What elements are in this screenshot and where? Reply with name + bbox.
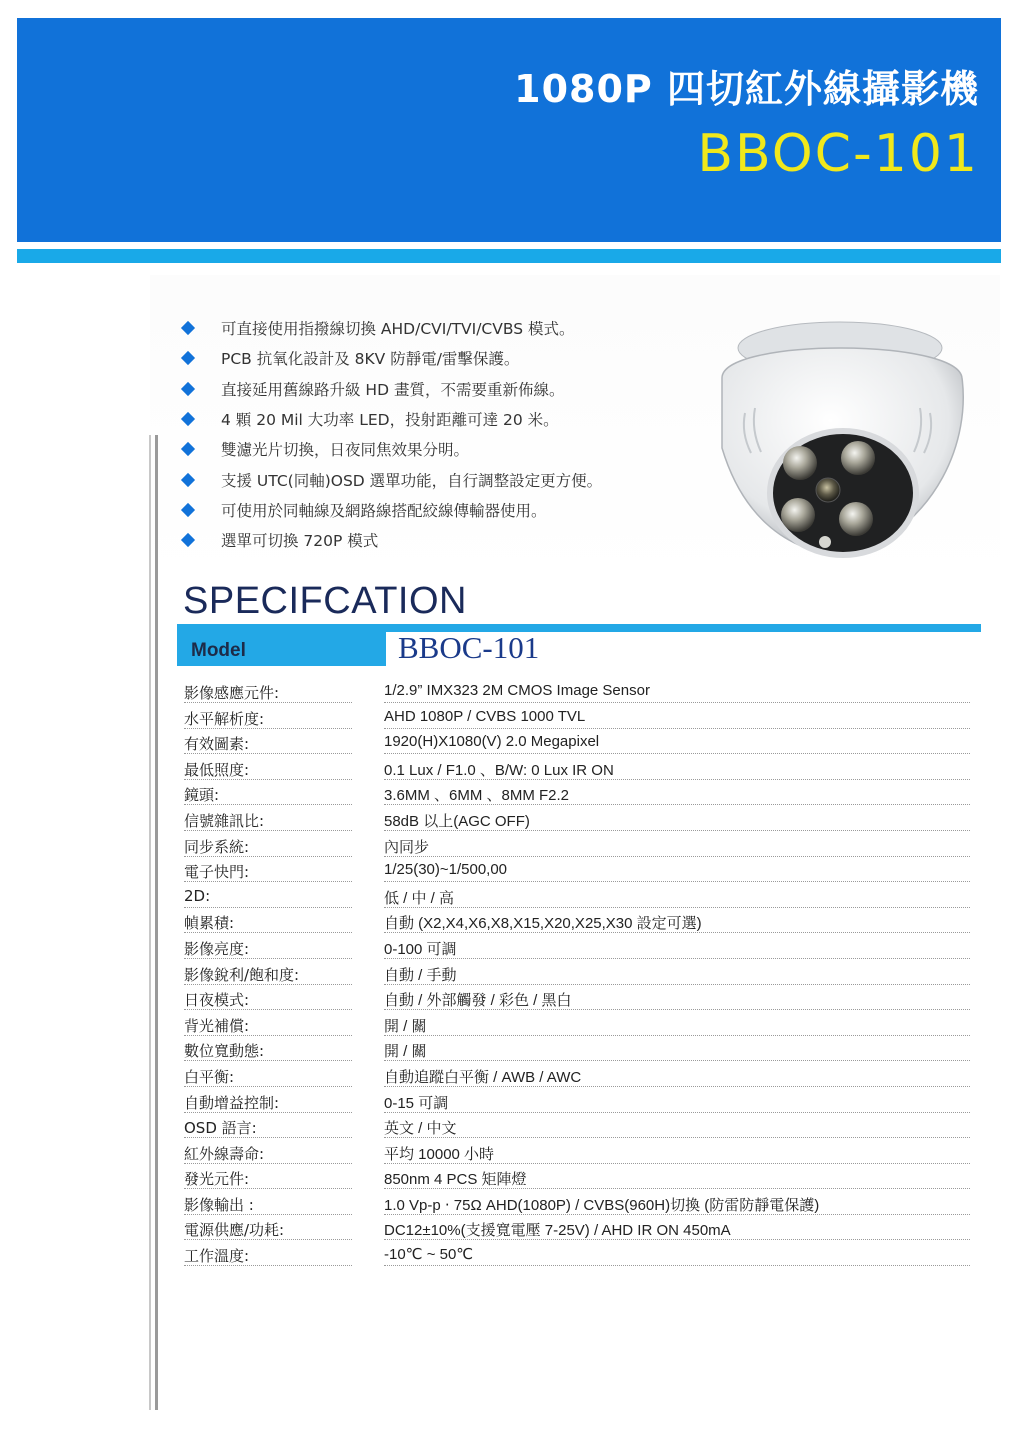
spec-row [184,1089,970,1115]
feature-item [180,525,700,555]
feature-item [180,495,700,525]
spec-value: 低 / 中 / 高 [384,887,970,908]
spec-row [184,1114,970,1140]
diamond-bullet-icon [181,412,195,426]
spec-value: -10℃ ~ 50℃ [384,1245,970,1266]
feature-item [180,404,700,434]
spec-value: 開 / 關 [384,1015,970,1036]
feature-item [180,313,700,343]
spec-key: 最低照度: [184,759,352,780]
feature-text: 4 顆 20 Mil 大功率 LED，投射距離可達 20 米。 [221,411,559,430]
model-label: Model [191,640,246,661]
spec-key: 電源供應/功耗: [184,1219,352,1240]
header-model-number: BBOC-101 [697,124,979,184]
spec-row [184,1140,970,1166]
spec-value: 1/25(30)~1/500,00 [384,861,970,882]
spec-row [184,884,970,910]
spec-row [184,909,970,935]
feature-text: 雙濾光片切換，日夜同焦效果分明。 [221,441,470,460]
feature-item [180,464,700,494]
spec-value: 0-100 可調 [384,938,970,959]
spec-value: 850nm 4 PCS 矩陣燈 [384,1168,970,1189]
spec-value: 平均 10000 小時 [384,1143,970,1164]
diamond-bullet-icon [181,503,195,517]
spec-value: 內同步 [384,836,970,857]
spec-key: 影像感應元件: [184,682,352,703]
header-band [17,18,1001,242]
spec-row [184,730,970,756]
spec-row [184,833,970,859]
spec-value: 58dB 以上(AGC OFF) [384,810,970,831]
spec-key: 紅外線壽命: [184,1143,352,1164]
spec-row [184,1191,970,1217]
spec-value: DC12±10%(支援寬電壓 7-25V) / AHD IR ON 450mA [384,1219,970,1240]
spec-key: 日夜模式: [184,989,352,1010]
model-value: BBOC-101 [398,630,540,665]
spec-row [184,1242,970,1268]
spec-key: 影像銳利/飽和度: [184,964,352,985]
spec-value: 1920(H)X1080(V) 2.0 Megapixel [384,733,970,754]
diamond-bullet-icon [181,351,195,365]
spec-title: SPECIFCATION [183,580,467,622]
spec-key: 背光補償: [184,1015,352,1036]
diamond-bullet-icon [181,442,195,456]
feature-text: 選單可切換 720P 模式 [221,532,379,551]
spec-value: 開 / 關 [384,1040,970,1061]
left-rule-thick [155,435,158,1410]
feature-text: 直接延用舊線路升級 HD 畫質，不需要重新佈線。 [221,380,565,399]
spec-key: 2D: [184,887,352,908]
spec-key: 影像亮度: [184,938,352,959]
spec-key: 發光元件: [184,1168,352,1189]
spec-row [184,781,970,807]
feature-text: 可使用於同軸線及網路線搭配絞線傳輸器使用。 [221,501,547,520]
spec-key: 電子快門: [184,861,352,882]
spec-key: 白平衡: [184,1066,352,1087]
spec-key: 自動增益控制: [184,1092,352,1113]
spec-key: 影像輸出 : [184,1194,352,1215]
spec-row [184,1037,970,1063]
feature-item [180,343,700,373]
feature-text: 支援 UTC(同軸)OSD 選單功能，自行調整設定更方便。 [221,471,603,490]
spec-value: 1.0 Vp-p ‧ 75Ω AHD(1080P) / CVBS(960H)切換 (防雷防靜電保護) [384,1194,970,1215]
diamond-bullet-icon [181,382,195,396]
page-title: 1080P 四切紅外線攝影機 [514,67,979,111]
spec-row [184,986,970,1012]
diamond-bullet-icon [181,321,195,335]
spec-row [184,858,970,884]
spec-table [184,679,970,1268]
spec-row [184,679,970,705]
spec-value: 3.6MM 、6MM 、8MM F2.2 [384,784,970,805]
spec-value: 自動 / 外部觸發 / 彩色 / 黑白 [384,989,970,1010]
spec-key: 鏡頭: [184,784,352,805]
spec-row [184,1063,970,1089]
spec-row [184,807,970,833]
spec-value: 自動 / 手動 [384,964,970,985]
spec-value: 自動追蹤白平衡 / AWB / AWC [384,1066,970,1087]
spec-key: 幀累積: [184,912,352,933]
spec-row [184,1216,970,1242]
spec-value: 0.1 Lux / F1.0 、B/W: 0 Lux IR ON [384,759,970,780]
spec-row [184,961,970,987]
spec-row [184,1012,970,1038]
spec-key: 數位寬動態: [184,1040,352,1061]
spec-row [184,756,970,782]
spec-key: 信號雜訊比: [184,810,352,831]
spec-row [184,935,970,961]
feature-text: PCB 抗氧化設計及 8KV 防靜電/雷擊保護。 [221,350,520,369]
feature-item [180,374,700,404]
spec-value: 英文 / 中文 [384,1117,970,1138]
accent-strip [17,249,1001,263]
diamond-bullet-icon [181,473,195,487]
spec-value: 自動 (X2,X4,X6,X8,X15,X20,X25,X30 設定可選) [384,912,970,933]
spec-key: 工作溫度: [184,1245,352,1266]
spec-row [184,1165,970,1191]
feature-item [180,434,700,464]
diamond-bullet-icon [181,533,195,547]
feature-text: 可直接使用指撥線切換 AHD/CVI/TVI/CVBS 模式。 [221,320,575,339]
spec-value: 0-15 可調 [384,1092,970,1113]
dome-camera-illustration [700,318,980,568]
spec-key: 水平解析度: [184,708,352,729]
spec-key: OSD 語言: [184,1117,352,1138]
spec-value: AHD 1080P / CVBS 1000 TVL [384,708,970,729]
spec-key: 同步系統: [184,836,352,857]
left-rule-thin [149,435,151,1410]
feature-list [180,313,700,555]
spec-value: 1/2.9” IMX323 2M CMOS Image Sensor [384,682,970,703]
spec-row [184,705,970,731]
spec-key: 有效圖素: [184,733,352,754]
